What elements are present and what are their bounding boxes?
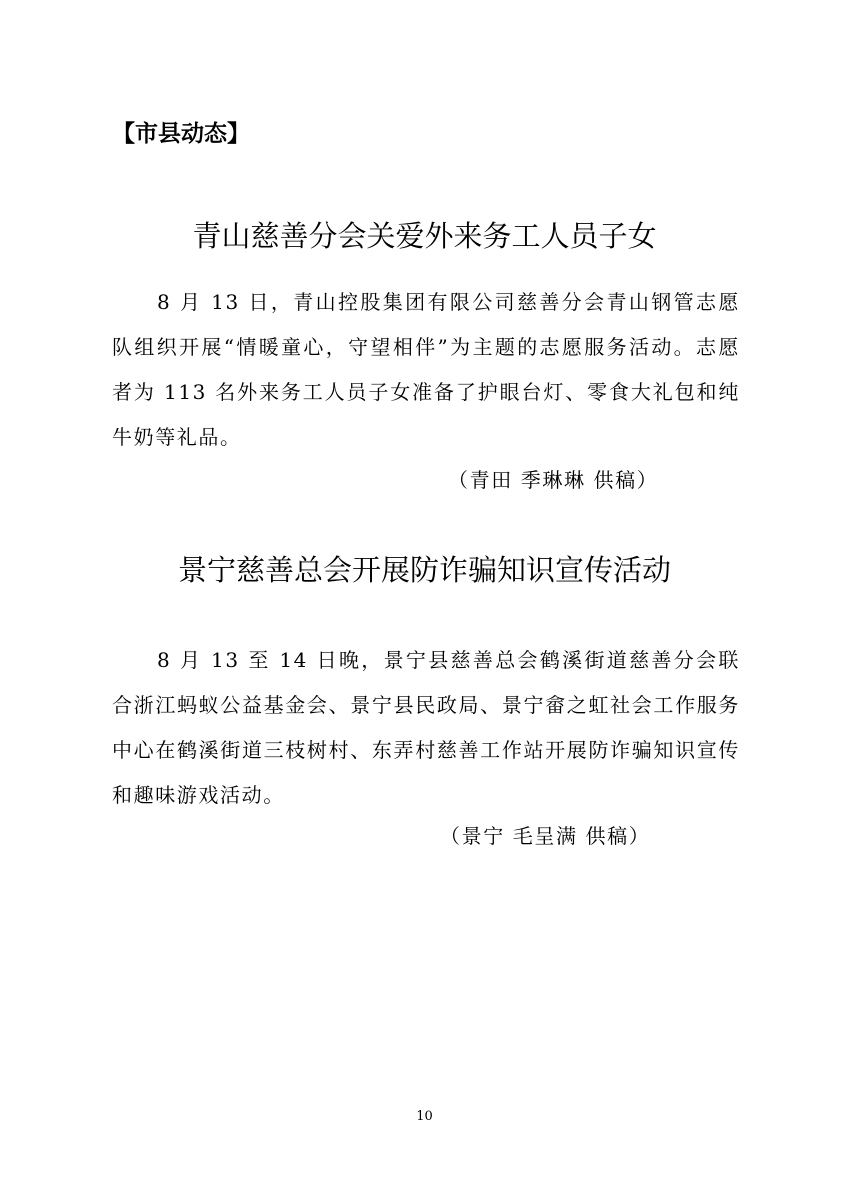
article-headline: 景宁慈善总会开展防诈骗知识宣传活动: [177, 553, 671, 587]
page-number: 10: [416, 1109, 433, 1124]
section-tag: 【市县动态】: [112, 121, 250, 147]
article-body: 8 月 13 至 14 日晚，景宁县慈善总会鹤溪街道慈善分会联合浙江蚂蚁公益基金会、景宁县民政局、景宁畲之虹社会工作服务中心在鹤溪街道三枝树村、东弄村慈善工作站开展防诈骗知识宣传和趣味游戏活动。: [112, 648, 740, 807]
article-credit: （青田 季琳琳 供稿）: [448, 468, 659, 492]
article-credit: （景宁 毛呈满 供稿）: [440, 824, 651, 848]
article-body: 8 月 13 日，青山控股集团有限公司慈善分会青山钢管志愿队组织开展“情暖童心，守望相伴”为主题的志愿服务活动。志愿者为 113 名外来务工人员子女准备了护眼台灯、零食大礼包和纯牛奶等礼品。: [112, 290, 740, 449]
article-headline: 青山慈善分会关爱外来务工人员子女: [192, 219, 657, 253]
